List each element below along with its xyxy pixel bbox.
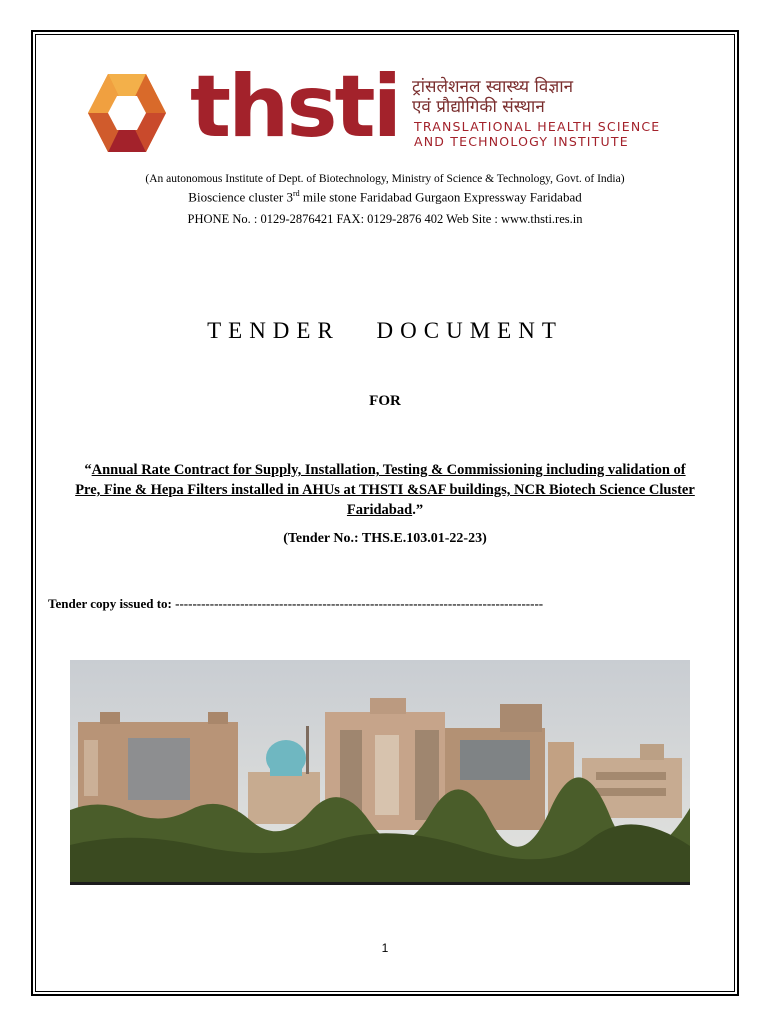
address-pre: Bioscience cluster 3 (188, 189, 293, 205)
contact-line: PHONE No. : 0129-2876421 FAX: 0129-2876 402 Web Site : www.thsti.res.in (187, 212, 583, 226)
campus-building-photo (70, 660, 690, 885)
subject-line3: Faridabad (346, 502, 413, 518)
address-line (35, 189, 735, 205)
for-label: FOR (369, 393, 401, 409)
affiliation-line: (An autonomous Institute of Dept. of Biotechnology, Ministry of Science & Technology, Govt. of India) (145, 173, 625, 185)
subject-open-quote: “ (84, 462, 92, 478)
subject-line2: Pre, Fine & Hepa Filters installed in AHUs at THSTI &SAF buildings, NCR Biotech Science Cluster (75, 482, 695, 498)
subject-close-quote: .” (412, 502, 424, 518)
tender-subject (40, 460, 730, 520)
address-post: mile stone Faridabad Gurgaon Expressway Faridabad (299, 189, 582, 205)
thsti-logo (72, 57, 682, 158)
logo-english-line1: TRANSLATIONAL HEALTH SCIENCE (414, 119, 661, 134)
page-number: 1 (381, 941, 389, 955)
logo-english-line2: AND TECHNOLOGY INSTITUTE (414, 134, 629, 149)
hexagon-ring-icon (72, 68, 182, 158)
document-title: TENDER DOCUMENT (207, 318, 563, 343)
address-ordinal: rd (292, 189, 300, 198)
logo-hindi-line1: ट्रांसलेशनल स्वास्थ्य विज्ञान (412, 77, 574, 97)
issued-to-line: Tender copy issued to: ------------------------------------------------------------------------------------- (48, 596, 544, 611)
tender-number: (Tender No.: THS.E.103.01-22-23) (283, 531, 487, 546)
subject-line1: Annual Rate Contract for Supply, Installation, Testing & Commissioning including validation of (91, 462, 686, 478)
logo-hindi-line2: एवं प्रौद्योगिकी संस्थान (412, 97, 545, 117)
logo-wordmark: thsti (190, 57, 400, 157)
